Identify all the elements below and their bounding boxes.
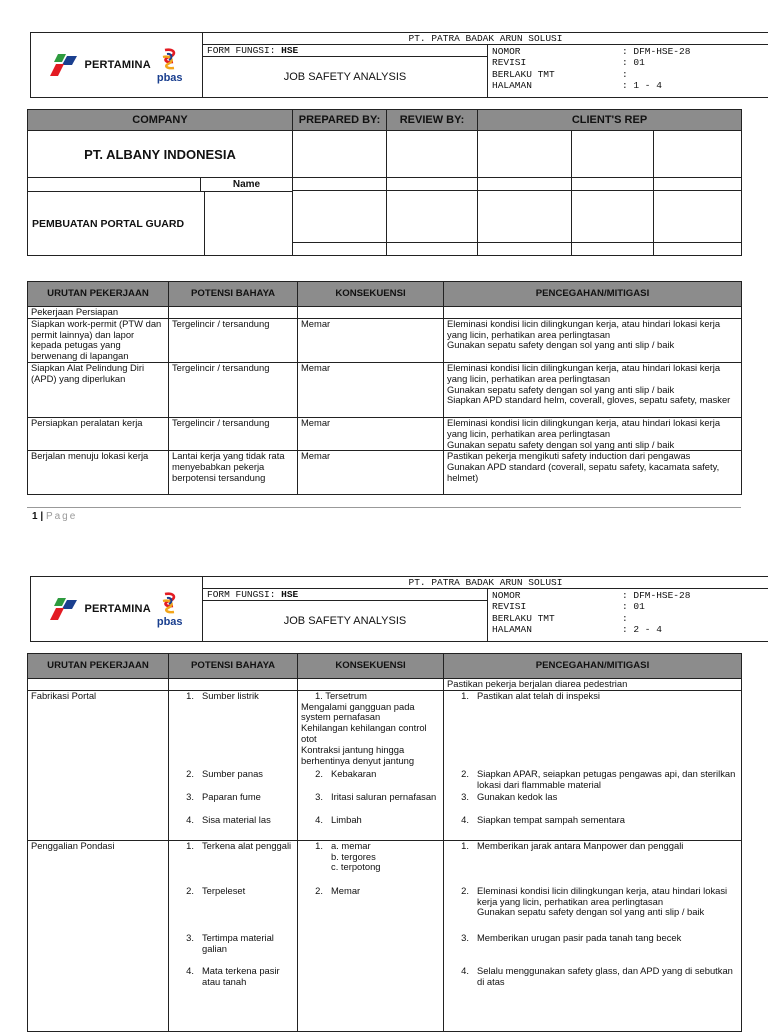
jsa-table-page1 xyxy=(27,281,742,495)
pertamina-logo xyxy=(31,579,202,639)
job-title: PEMBUATAN PORTAL GUARD xyxy=(28,192,205,255)
col-review-by: REVIEW BY: xyxy=(387,110,478,131)
col-clients-rep: CLIENT'S REP xyxy=(478,110,742,131)
col-potensi: POTENSI BAHAYA xyxy=(169,282,298,307)
jsa-table-page2 xyxy=(27,653,742,1032)
brand-sub: pbas xyxy=(157,617,183,628)
col-pencegahan: PENCEGAHAN/MITIGASI xyxy=(444,654,742,679)
name-label: Name xyxy=(201,178,292,191)
table-row: Persiapkan peralatan kerja Tergelincir / tersandung Memar Eleminasi kondisi licin dilingkungan kerja, atau hindari lokasi kerja yang licin, perhatikan area perlingtasan Gunakan sepatu safety dengan sol yang anti slip / baik xyxy=(28,417,742,450)
document-title: JOB SAFETY ANALYSIS xyxy=(203,601,488,642)
table-row xyxy=(28,679,742,691)
pertamina-logo xyxy=(31,35,202,95)
company-name: PT. PATRA BADAK ARUN SOLUSI xyxy=(203,577,768,589)
pertamina-flag-icon xyxy=(50,54,80,76)
document-fields: NOMOR : DFM-HSE-28 REVISI : 01 BERLAKU TMT : HALAMAN : 2 - 4 xyxy=(488,589,768,642)
logo-cell xyxy=(31,33,203,98)
company-name: PT. PATRA BADAK ARUN SOLUSI xyxy=(203,33,768,45)
pbas-swirl-icon xyxy=(159,591,181,617)
company-table xyxy=(27,109,742,256)
document-header-page2 xyxy=(30,576,768,642)
table-row: Siapkan Alat Pelindung Diri (APD) yang diperlukan Tergelincir / tersandung Memar Eleminasi kondisi licin dilingkungan kerja, atau hindari lokasi kerja yang licin, perhatikan area perlingtasan Gunakan sepatu safety dengan sol yang anti slip / baik Siapkan APD standard helm, coverall, gloves, sepatu safety, masker xyxy=(28,362,742,417)
table-row: Pekerjaan Persiapan xyxy=(28,307,742,319)
col-konsekuensi: KONSEKUENSI xyxy=(298,654,444,679)
client-company-name: PT. ALBANY INDONESIA xyxy=(28,131,293,178)
pbas-swirl-icon xyxy=(159,47,181,73)
page-separator xyxy=(27,507,741,508)
col-potensi: POTENSI BAHAYA xyxy=(169,654,298,679)
col-konsekuensi: KONSEKUENSI xyxy=(298,282,444,307)
document-header-page1 xyxy=(30,32,768,98)
pertamina-flag-icon xyxy=(50,598,80,620)
document-title: JOB SAFETY ANALYSIS xyxy=(203,57,488,98)
logo-cell xyxy=(31,577,203,642)
brand-name: PERTAMINA xyxy=(84,60,150,71)
table-row: Fabrikasi Portal 1. Sumber listrik 2. Sumber panas 3. Paparan fume 4. Sisa material las 1. Tersetrum Mengalami gangguan pada system pernafasan Kehilangan kehilangan control otot Kontraksi jantung hingga berhentinya denyut jantung 2. Kebakaran 3. Iritasi saluran pernafasan 4. Limbah 1. Pastikan alat telah di inspeksi 2. Siapkan APAR, seiapkan petugas pengawas api, dan sterilkan lokasi dari flammable material 3. Gunakan kedok las 4. Siapkan tempat sampah sementara xyxy=(28,690,742,840)
col-prepared-by: PREPARED BY: xyxy=(293,110,387,131)
col-company: COMPANY xyxy=(28,110,293,131)
table-row: Penggalian Pondasi 1. Terkena alat penggali 2. Terpeleset 3. Tertimpa material galian 4. Mata terkena pasir atau tanah 1. a. memar b. tergores c. terpotong 2. Memar 1. Memberikan jarak antara Manpower dan penggali 2. Eleminasi kondisi licin dilingkungan kerja, atau hindari lokasi kerja yang licin, perhatikan area perlingtasan Gunakan sepatu safety dengan sol yang anti slip / baik 3. Memberikan urugan pasir pada tanah tang becek 4. Selalu menggunakan safety glass, dan APD yang di sebutkan di atas xyxy=(28,840,742,1031)
form-fungsi: FORM FUNGSI: HSE xyxy=(203,589,488,601)
pedestrian-note: Pastikan pekerja berjalan diarea pedestrian xyxy=(444,679,742,691)
form-fungsi: FORM FUNGSI: HSE xyxy=(203,45,488,57)
brand-name: PERTAMINA xyxy=(84,604,150,615)
table-row: Berjalan menuju lokasi kerja Lantai kerja yang tidak rata menyebabkan pekerja berpotensi tersandung Memar Pastikan pekerja mengikuti safety induction dari pengawas Gunakan APD standard (coverall, sepatu safety, kacamata safety, helmet) xyxy=(28,451,742,495)
table-row: Siapkan work-permit (PTW dan permit lainnya) dan lapor kepada petugas yang berwenang di lapangan Tergelincir / tersandung Memar Eleminasi kondisi licin dilingkungan kerja, atau hindari lokasi kerja yang licin, perhatikan area perlingtasan Gunakan sepatu safety dengan sol yang anti slip / baik xyxy=(28,318,742,362)
col-urutan: URUTAN PEKERJAAN xyxy=(28,654,169,679)
col-urutan: URUTAN PEKERJAAN xyxy=(28,282,169,307)
brand-sub: pbas xyxy=(157,73,183,84)
document-fields: NOMOR : DFM-HSE-28 REVISI : 01 BERLAKU TMT : HALAMAN : 1 - 4 xyxy=(488,45,768,98)
col-pencegahan: PENCEGAHAN/MITIGASI xyxy=(444,282,742,307)
page-footer: 1 | Page xyxy=(32,511,77,522)
